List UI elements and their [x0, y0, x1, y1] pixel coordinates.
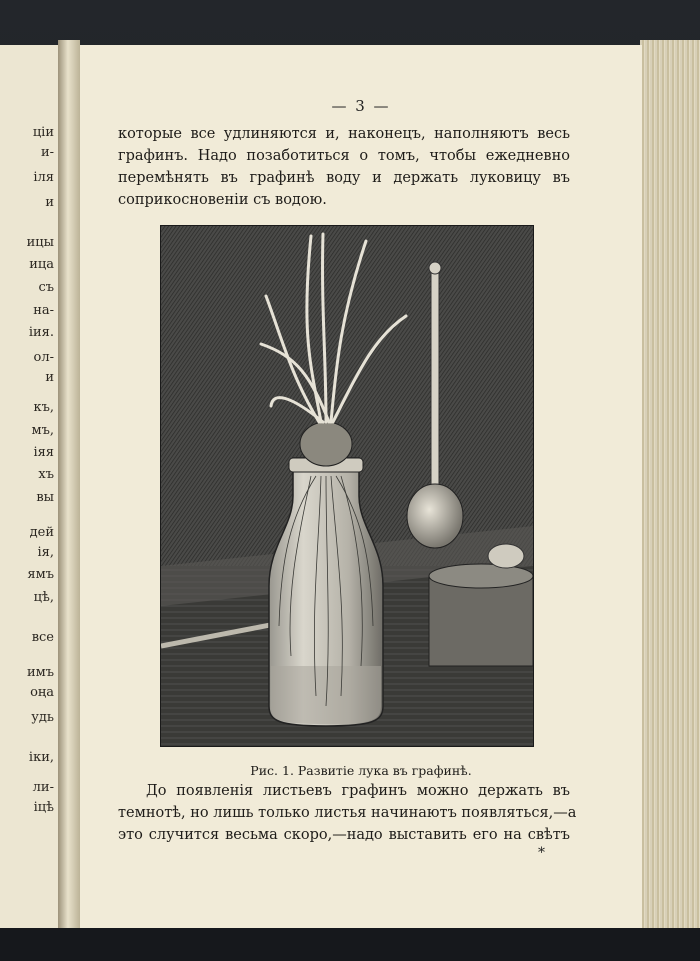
left-page-fragment: къ,: [33, 400, 54, 415]
left-page-fragment: удь: [31, 710, 54, 725]
paragraph-bottom: [118, 780, 577, 846]
paragraph-top: [118, 123, 570, 211]
text-line: До появленія листьевъ графинъ можно держать въ: [146, 783, 570, 799]
left-page-fragment: имъ: [26, 665, 54, 680]
illustration-onion-in-carafe: [160, 225, 534, 747]
left-page-fragment: мъ,: [31, 423, 54, 438]
left-page-fragment: съ: [38, 280, 54, 295]
text-line: графинъ. Надо позаботиться о томъ, чтобы ежедневно: [118, 148, 570, 164]
left-page-fragment: іцѣ: [33, 800, 54, 815]
signature-mark: *: [538, 845, 545, 861]
engraving-image: [161, 226, 533, 746]
left-page-fragment: оңа: [30, 685, 54, 700]
left-page-fragment: и: [45, 370, 54, 385]
left-page-fragment: дей: [29, 525, 54, 540]
left-page-fragment: іки,: [28, 750, 54, 765]
figure-caption: Рис. 1. Развитіе лука въ графинѣ.: [250, 763, 472, 778]
text-line: которые все удлиняются и, наконецъ, наполняютъ весь: [118, 126, 570, 142]
left-page-fragment: ли-: [32, 780, 54, 795]
left-page-fragment: хъ: [38, 467, 54, 482]
left-page-fragment: и-: [40, 145, 54, 160]
left-page-fragment: ицы: [26, 235, 54, 250]
left-page-fragment: ціи: [32, 125, 54, 140]
left-page-fragment: ямъ: [27, 567, 54, 582]
page-number: — 3 —: [331, 97, 391, 115]
left-page-fragment: ица: [29, 257, 54, 272]
left-page-fragment: все: [31, 630, 54, 645]
left-page-fragment: вы: [36, 490, 54, 505]
scan-bottom-shadow: [0, 928, 700, 961]
text-line: это случится весьма скоро,—надо выставить его на свѣтъ: [118, 827, 570, 843]
page-block-edge: [640, 40, 700, 930]
text-line: темнотѣ, но лишь только листья начинаютъ появляться,—а: [118, 805, 577, 821]
left-page-fragment: цѣ,: [33, 590, 54, 605]
left-page-edge: [0, 45, 61, 930]
text-line: соприкосновеніи съ водою.: [118, 192, 327, 208]
book-page: [80, 45, 642, 930]
left-page-fragment: іия.: [28, 325, 54, 340]
book-gutter: [58, 40, 80, 935]
left-page-fragment: іля: [33, 170, 54, 185]
left-page-fragment: ол-: [33, 350, 54, 365]
left-page-fragment: ія,: [37, 545, 54, 560]
left-page-fragment: и: [45, 195, 54, 210]
left-page-fragment: на-: [33, 303, 54, 318]
text-line: перемѣнять въ графинѣ воду и держать луковицу въ: [118, 170, 570, 186]
left-page-fragment: іяя: [33, 445, 54, 460]
